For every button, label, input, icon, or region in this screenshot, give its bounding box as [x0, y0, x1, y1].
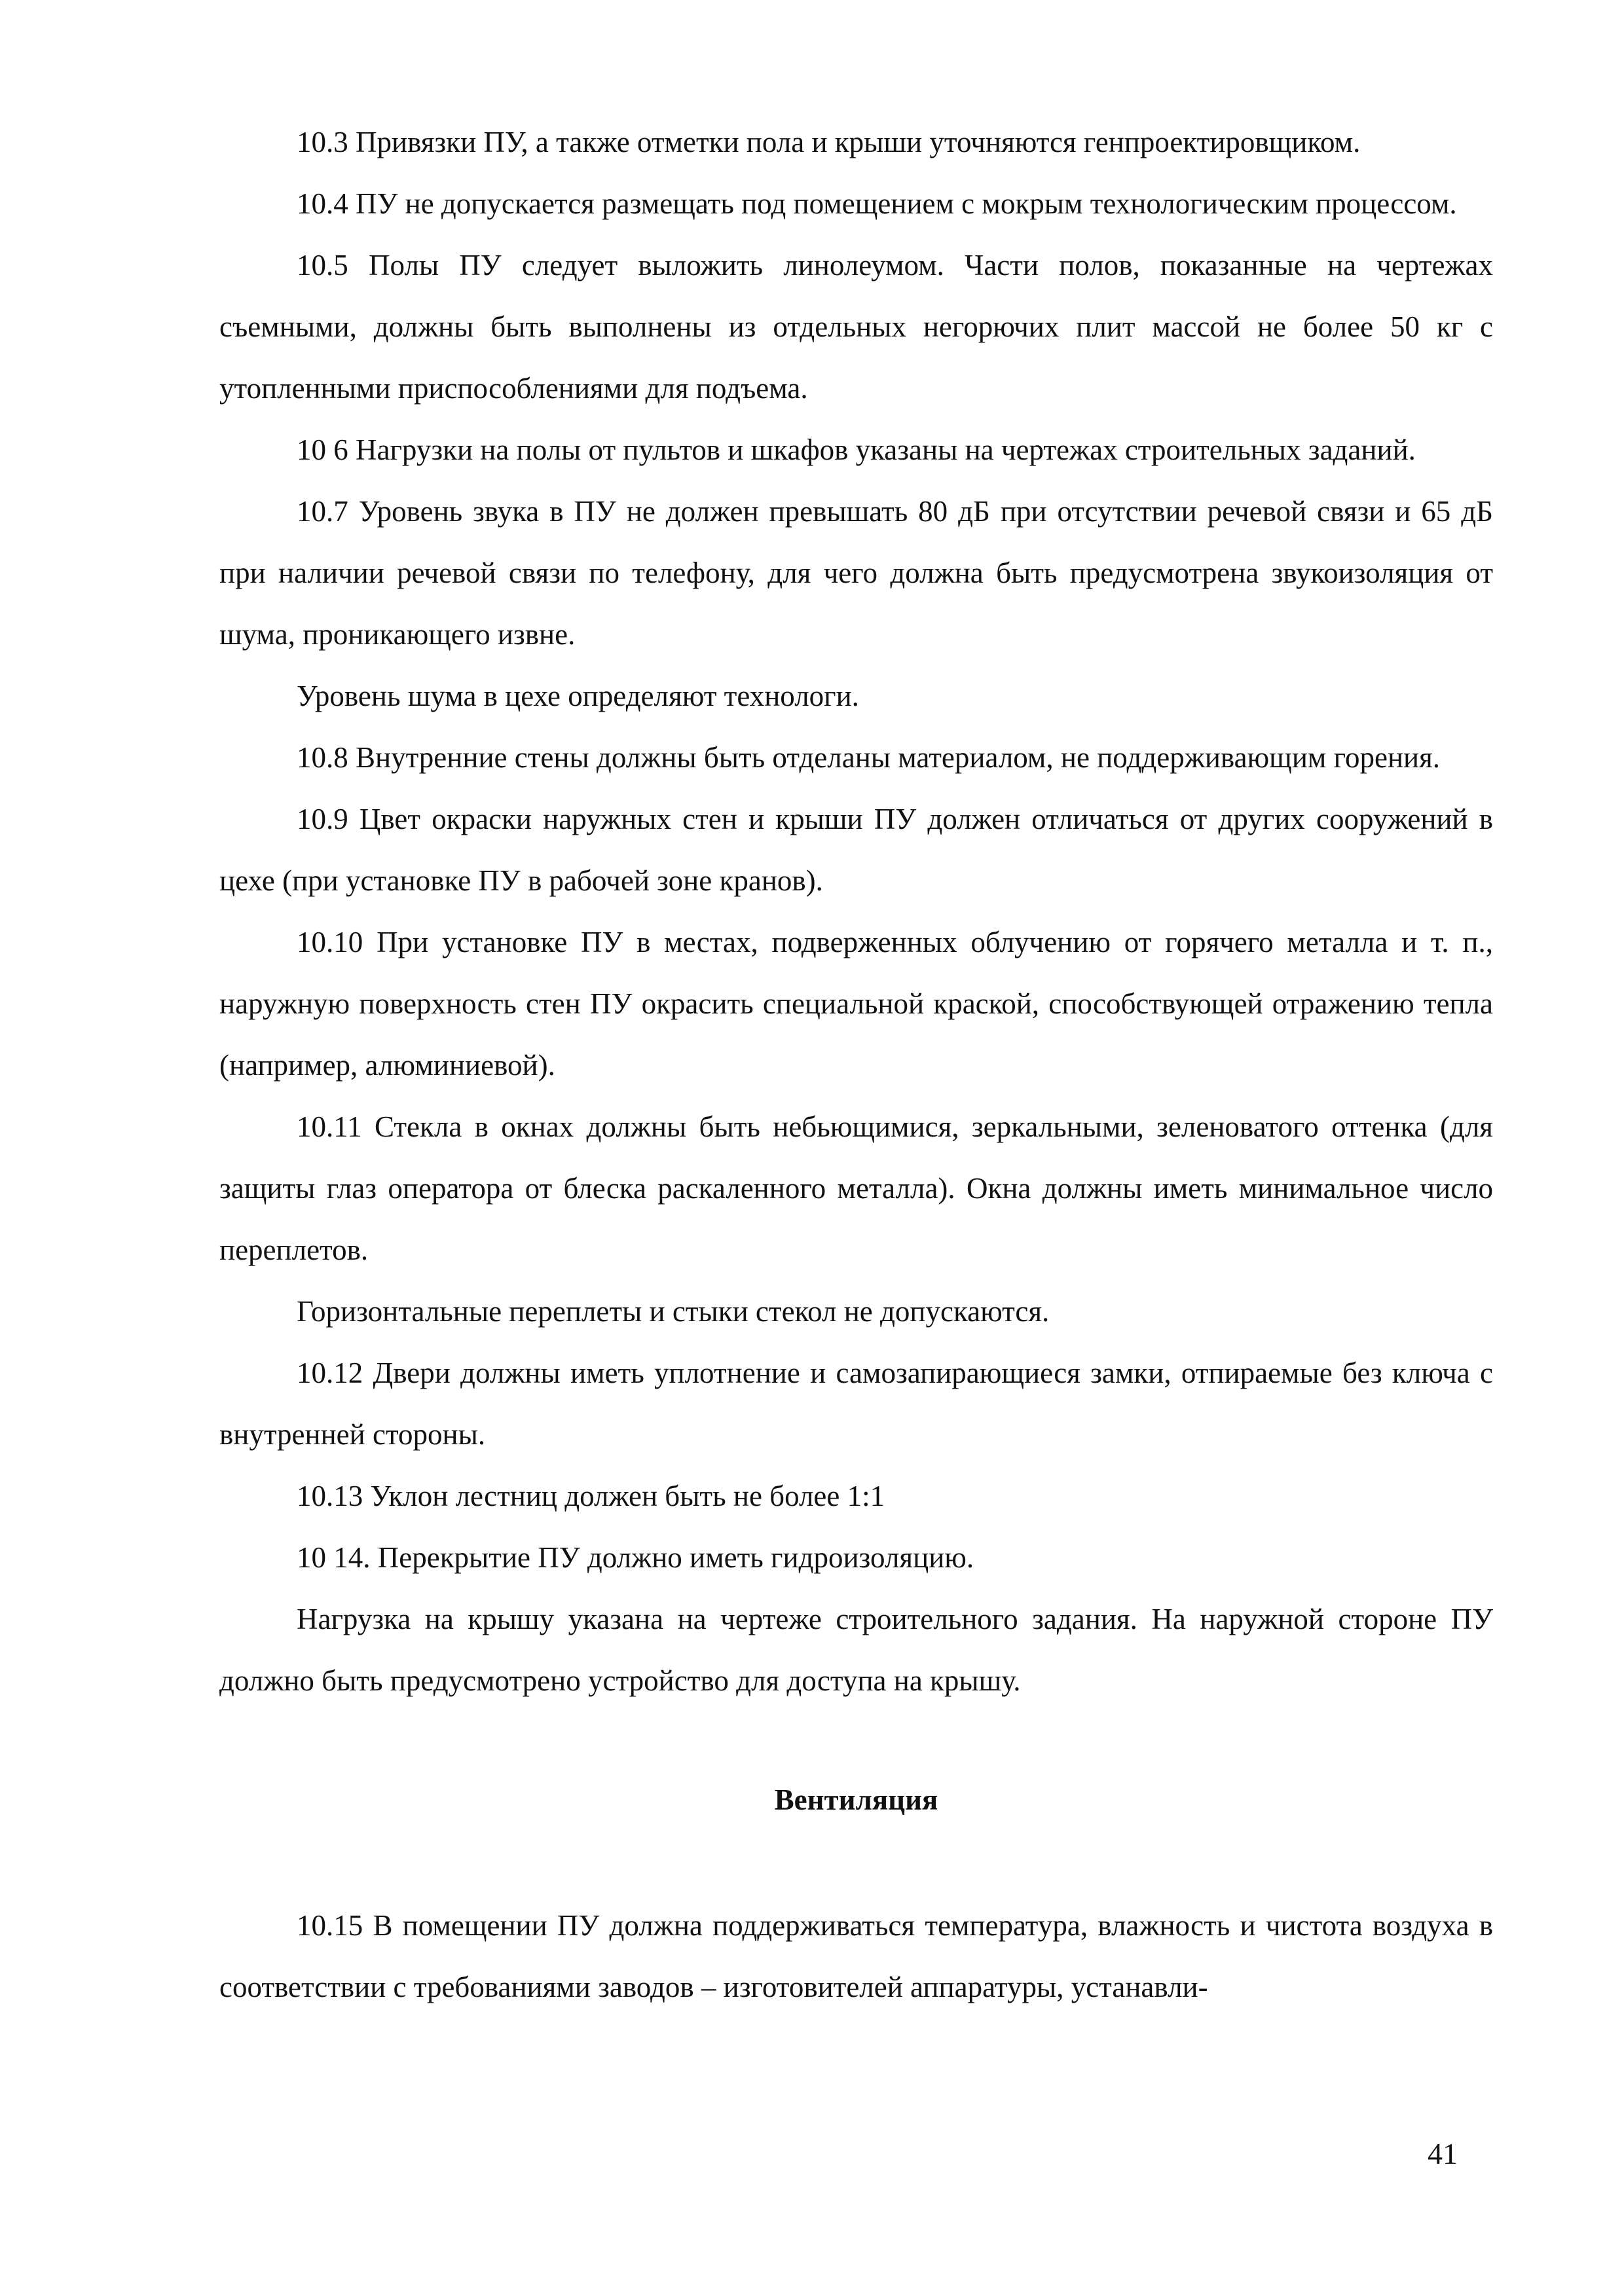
paragraph-10-8: 10.8 Внутренние стены должны быть отделаны материалом, не поддерживающим горения.: [297, 741, 1441, 774]
page-number: 41: [1428, 2137, 1458, 2170]
paragraph-10-3: 10.3 Привязки ПУ, а также отметки пола и крыши уточняются генпроектировщиком.: [297, 126, 1361, 158]
paragraph-10-6: 10 6 Нагрузки на полы от пультов и шкафов указаны на чертежах строительных заданий.: [297, 433, 1416, 466]
paragraph-10-13: 10.13 Уклон лестниц должен быть не более 1:1: [297, 1480, 885, 1512]
paragraph-10-15: 10.15 В помещении ПУ должна поддерживаться температура, влажность и чистота воздуха в соответствии с требованиями заводов – изготовителей аппаратуры, устанавли-: [219, 1909, 1493, 2003]
paragraph-roof-load: Нагрузка на крышу указана на чертеже строительного задания. На наружной стороне ПУ должно быть предусмотрено устройство для доступа на крышу.: [219, 1603, 1493, 1697]
paragraph-noise-level: Уровень шума в цехе определяют технологи.: [297, 680, 859, 712]
paragraph-10-9: 10.9 Цвет окраски наружных стен и крыши ПУ должен отличаться от других сооружений в цехе (при установке ПУ в рабочей зоне кранов).: [219, 803, 1493, 897]
paragraph-horizontal-frames: Горизонтальные переплеты и стыки стекол не допускаются.: [297, 1295, 1050, 1328]
paragraphs-bottom: [219, 1895, 1493, 2018]
paragraph-10-12: 10.12 Двери должны иметь уплотнение и самозапирающиеся замки, отпираемые без ключа с внутренней стороны.: [219, 1357, 1493, 1451]
paragraph-10-5: 10.5 Полы ПУ следует выложить линолеумом. Части полов, показанные на чертежах съемными, должны быть выполнены из отдельных негорючих плит массой не более 50 кг с утопленными приспособлениями для подъема.: [219, 249, 1493, 405]
paragraph-10-14: 10 14. Перекрытие ПУ должно иметь гидроизоляцию.: [297, 1541, 974, 1574]
paragraph-10-4: 10.4 ПУ не допускается размещать под помещением с мокрым технологическим процессом.: [297, 187, 1457, 220]
paragraph-10-11: 10.11 Стекла в окнах должны быть небьющимися, зеркальными, зеленоватого оттенка (для защиты глаз оператора от блеска раскаленного металла). Окна должны иметь минимальное число переплетов.: [219, 1110, 1493, 1266]
paragraphs-top: [219, 111, 1493, 1711]
document-page: [219, 111, 1493, 2018]
paragraph-10-7: 10.7 Уровень звука в ПУ не должен превышать 80 дБ при отсутствии речевой связи и 65 дБ при наличии речевой связи по телефону, для чего должна быть предусмотрена звукоизоляция от шума, проникающего извне.: [219, 495, 1493, 651]
section-heading: Вентиляция: [774, 1783, 938, 1816]
paragraph-10-10: 10.10 При установке ПУ в местах, подверженных облучению от горячего металла и т. п., наружную поверхность стен ПУ окрасить специальной краской, способствующей отражению тепла (например, алюминиевой).: [219, 926, 1493, 1082]
